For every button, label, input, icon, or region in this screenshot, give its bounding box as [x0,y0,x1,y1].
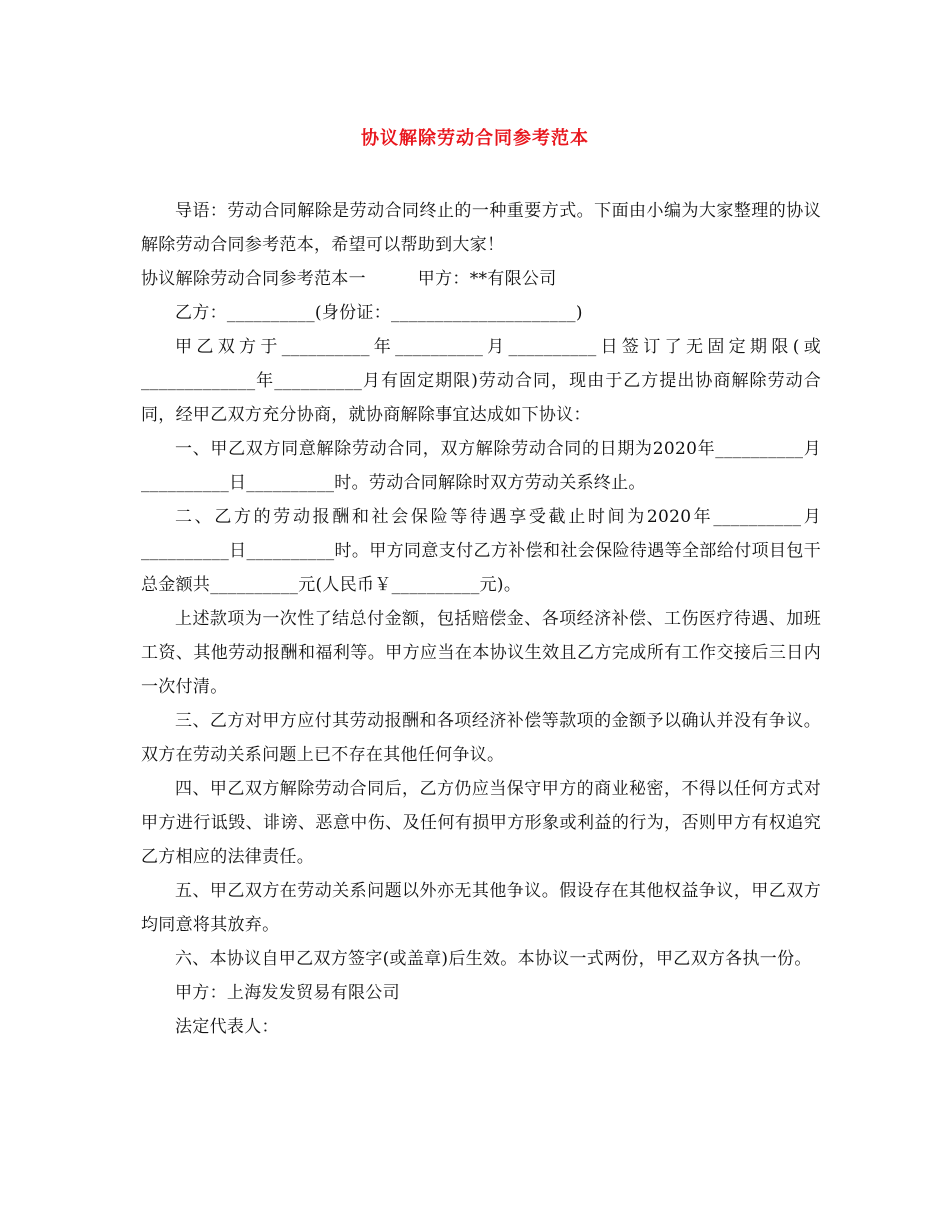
legal-representative-line: 法定代表人： [175,1017,279,1037]
clause-3: 三、乙方对甲方应付其劳动报酬和各项经济补偿等款项的金额予以确认并没有争议。双方在劳动关系问题上已不存在其他任何争议。 [141,711,821,765]
document-body [141,194,821,1044]
clause-4: 四、甲乙双方解除劳动合同后，乙方仍应当保守甲方的商业秘密，不得以任何方式对甲方进行诋毁、诽谤、恶意中伤、及任何有损甲方形象或利益的行为，否则甲方有权追究乙方相应的法律责任。 [141,779,821,867]
payment-paragraph: 上述款项为一次性了结总付金额，包括赔偿金、各项经济补偿、工伤医疗待遇、加班工资、其他劳动报酬和福利等。甲方应当在本协议生效且乙方完成所有工作交接后三日内一次付清。 [141,609,821,697]
clause-2: 二、乙方的劳动报酬和社会保险等待遇享受截止时间为2020年__________月__________日__________时。甲方同意支付乙方补偿和社会保险待遇等全部给付项目包干总金额共__________元(人民币￥__________元)。 [141,507,821,595]
intro-paragraph: 导语：劳动合同解除是劳动合同终止的一种重要方式。下面由小编为大家整理的协议解除劳动合同参考范本，希望可以帮助到大家！ [141,201,821,255]
party-a-line: 甲方：上海发发贸易有限公司 [175,983,400,1003]
clause-1: 一、甲乙双方同意解除劳动合同，双方解除劳动合同的日期为2020年__________月__________日__________时。劳动合同解除时双方劳动关系终止。 [141,439,821,493]
sample-heading-line: 协议解除劳动合同参考范本一 甲方：**有限公司 [141,269,557,289]
contract-paragraph: 甲乙双方于__________年__________月__________日签订了无固定期限(或_____________年__________月有固定期限)劳动合同，现由于乙方提出协商解除劳动合同，经甲乙双方充分协商，就协商解除事宜达成如下协议： [141,337,821,425]
clause-6: 六、本协议自甲乙双方签字(或盖章)后生效。本协议一式两份，甲乙双方各执一份。 [175,949,812,969]
party-b-line: 乙方：__________(身份证：_____________________) [175,303,583,323]
document-title: 协议解除劳动合同参考范本 [361,128,589,149]
clause-5: 五、甲乙双方在劳动关系问题以外亦无其他争议。假设存在其他权益争议，甲乙双方均同意将其放弃。 [141,881,821,935]
